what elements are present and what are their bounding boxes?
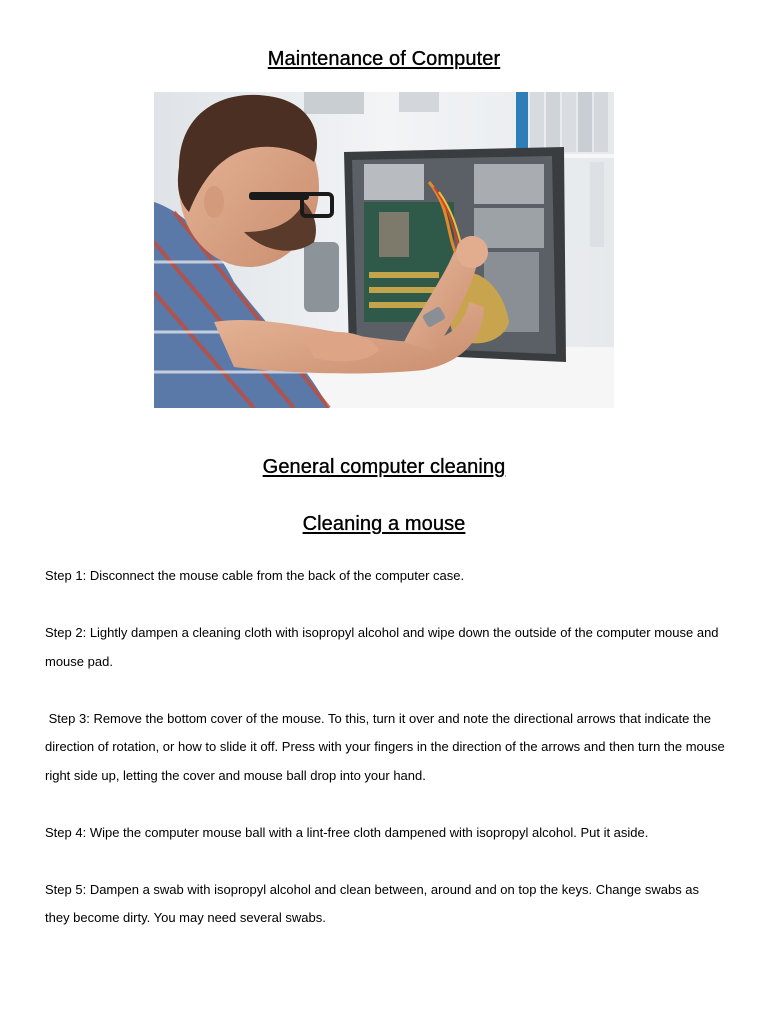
step-text: Dampen a swab with isopropyl alcohol and clean between, around and on top the keys. Change swabs as they become dirty. You may need several swabs. bbox=[45, 881, 700, 925]
step-label: Step 4: bbox=[45, 824, 87, 840]
step-4 bbox=[45, 819, 725, 848]
technician-repairing-computer-photo bbox=[154, 92, 614, 408]
step-text: Wipe the computer mouse ball with a lint-free cloth dampened with isopropyl alcohol. Put it aside. bbox=[86, 824, 649, 840]
step-3 bbox=[45, 705, 725, 791]
step-2 bbox=[45, 619, 725, 676]
step-label: Step 5: bbox=[45, 881, 87, 897]
subsection-title: Cleaning a mouse bbox=[302, 513, 466, 535]
cleaning-steps-list bbox=[45, 562, 725, 933]
step-label: Step 1: bbox=[45, 568, 87, 583]
document-title: Maintenance of Computer bbox=[267, 48, 501, 70]
step-1 bbox=[45, 562, 725, 591]
step-text: Lightly dampen a cleaning cloth with isopropyl alcohol and wipe down the outside of the computer mouse and mouse pad. bbox=[45, 625, 719, 669]
step-label: Step 3: bbox=[48, 710, 90, 726]
step-text: Disconnect the mouse cable from the back of the computer case. bbox=[86, 568, 465, 583]
step-label: Step 2: bbox=[45, 625, 87, 640]
step-5 bbox=[45, 876, 725, 933]
section-title: General computer cleaning bbox=[262, 456, 506, 478]
step-text: Remove the bottom cover of the mouse. To this, turn it over and note the directional arrows that indicate the direction of rotation, or how to slide it off. Press with your fingers in the direction of the arrows and then turn the mouse right side up, letting the cover and mouse ball drop into your hand. bbox=[45, 710, 725, 783]
